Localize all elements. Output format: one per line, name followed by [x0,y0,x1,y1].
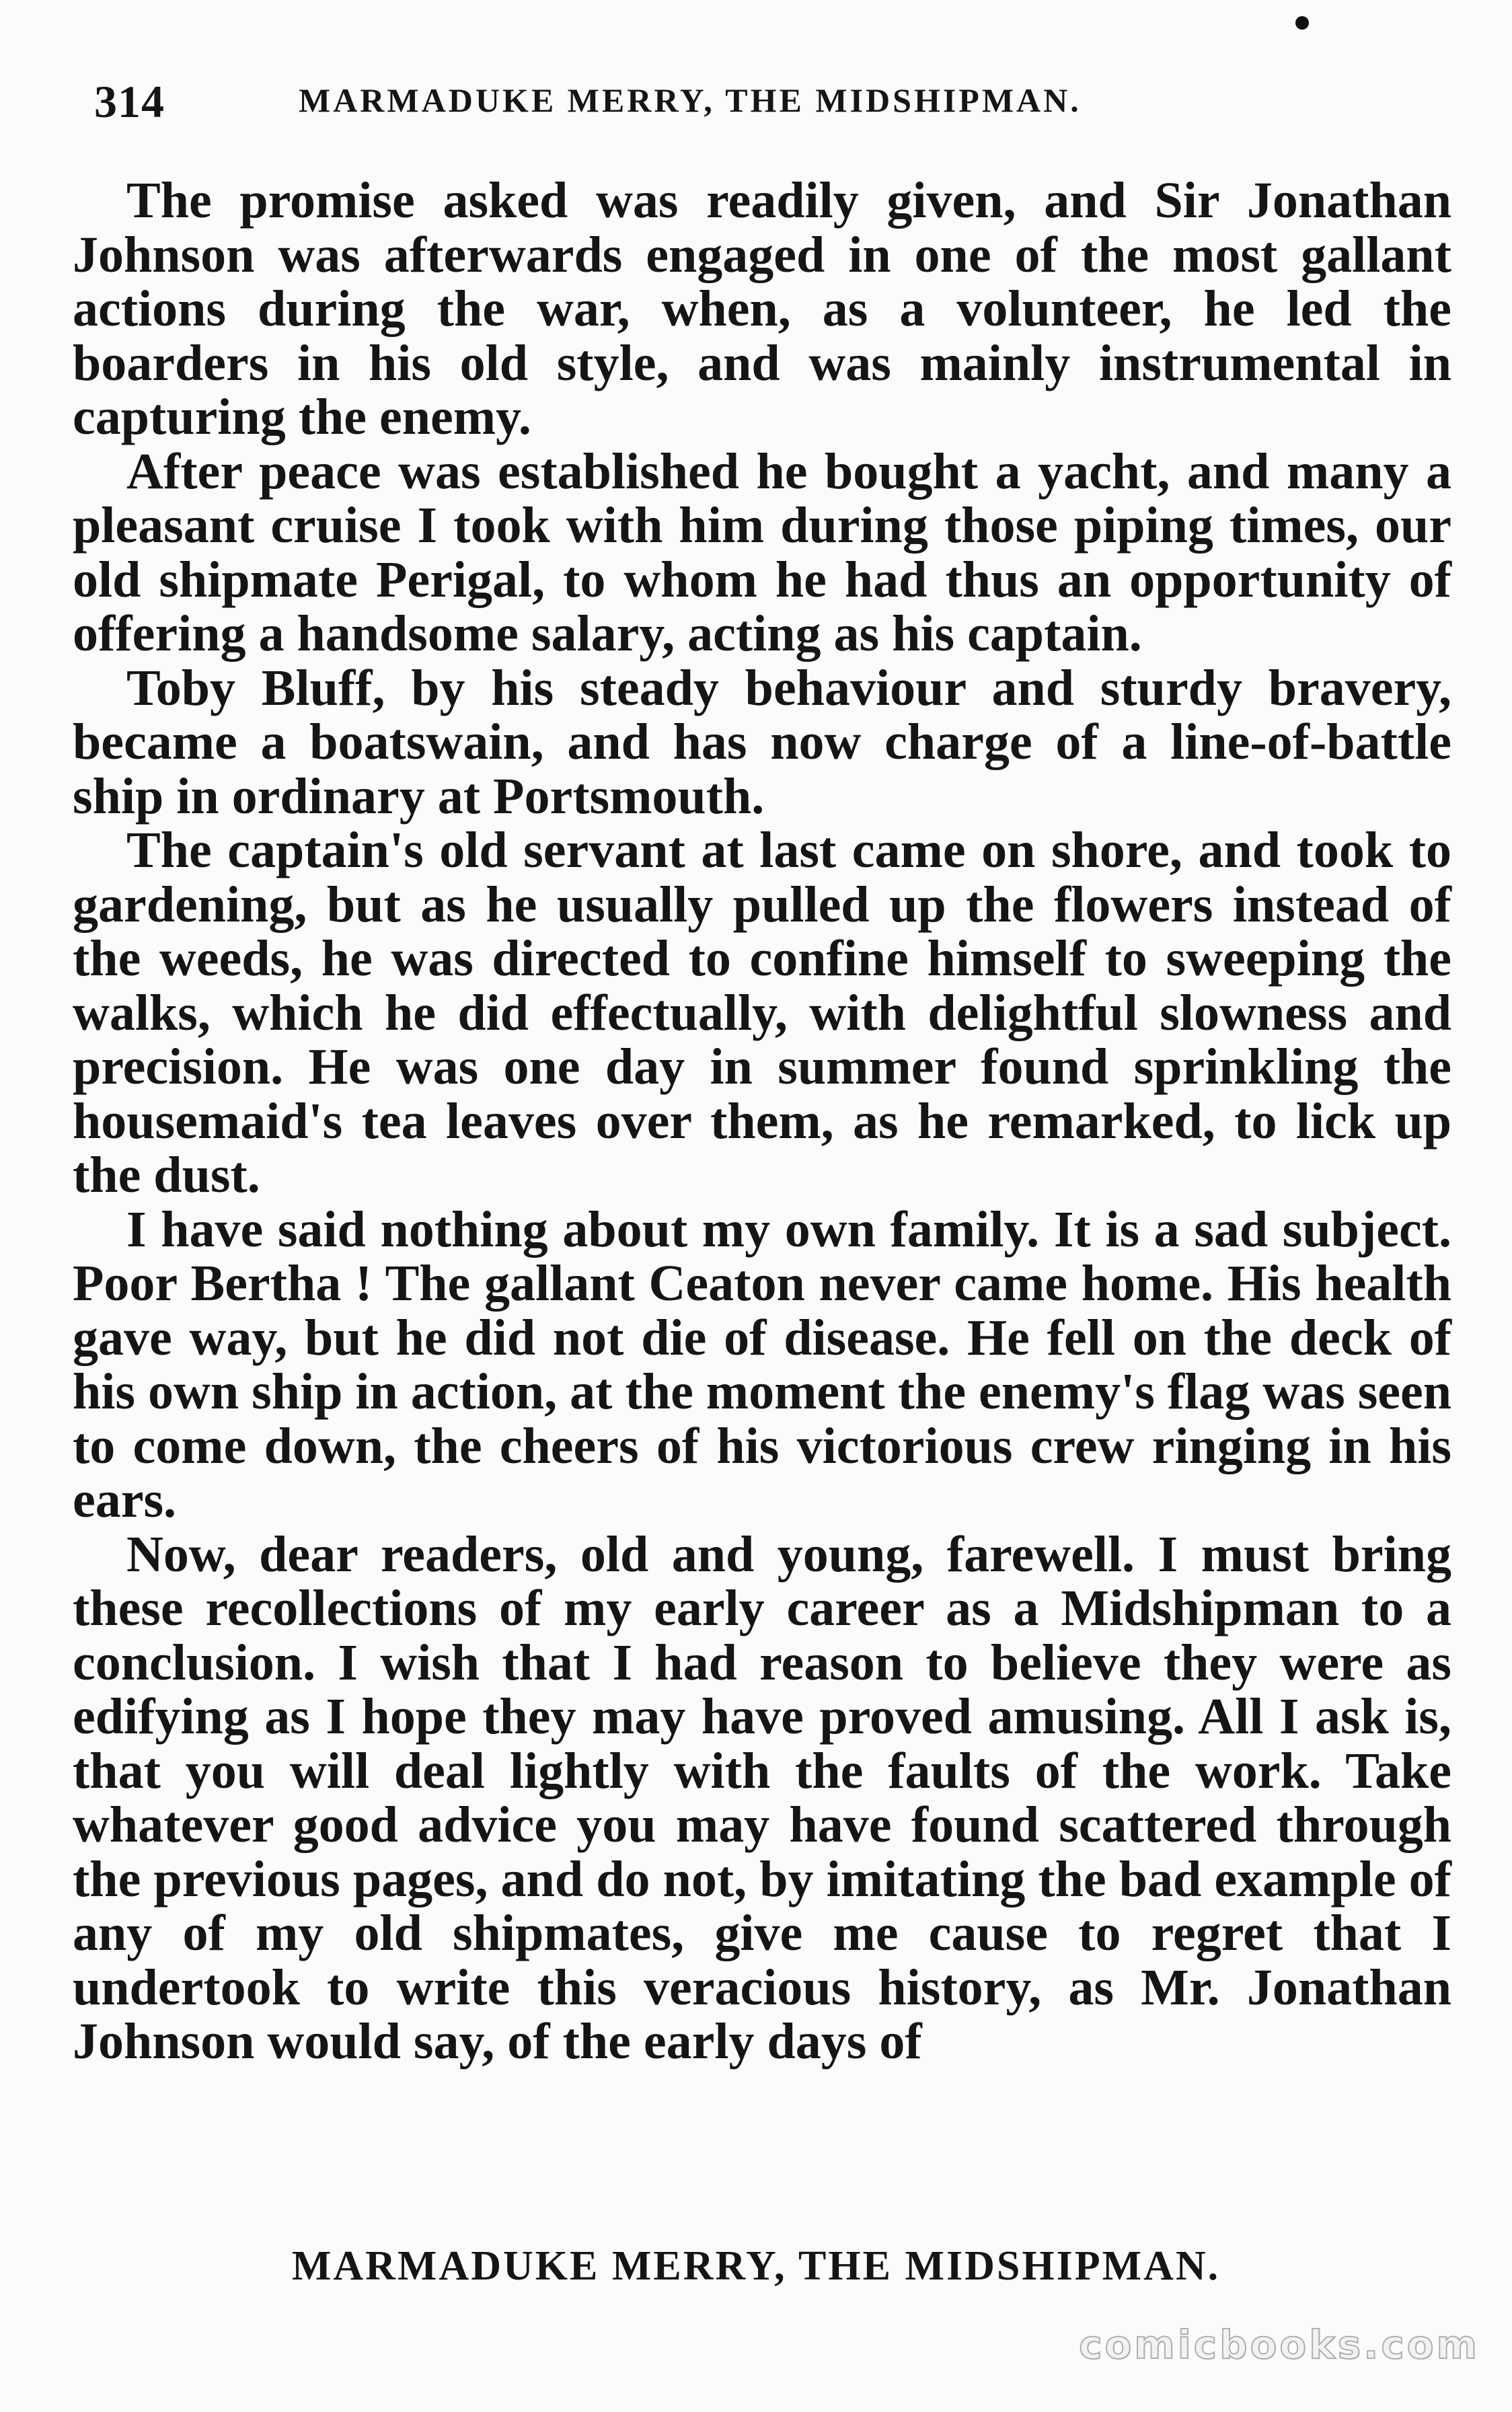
paragraph-1: The promise asked was readily given, and Sir Jonathan Johnson was afterwards engaged in one of the most gallant actions during the war, when, as a volunteer, he led the boarders in his old style, and was mainly instrumental in capturing the enemy. [73,172,1451,445]
paragraph-4: The captain's old servant at last came on shore, and took to gardening, but as he usually pulled up the flowers instead of the weeds, he was directed to confine himself to sweeping the walks, which he did effectually, with delightful slowness and precision. He was one day in summer found sprinkling the housemaid's tea leaves over them, as he remarked, to lick up the dust. [73,822,1451,1203]
running-head: MARMADUKE MERRY, THE MIDSHIPMAN. [299,81,1082,119]
closing-title: MARMADUKE MERRY, THE MIDSHIPMAN. [291,2243,1221,2289]
page-number: 314 [94,76,165,127]
paragraph-5: I have said nothing about my own family. It is a sad subject. Poor Bertha ! The gallant Ceaton never came home. His health gave way, but he did not die of disease. He fell on the deck of his own ship in action, at the moment the enemy's flag was seen to come down, the cheers of his victorious crew ringing in his ears. [73,1201,1451,1528]
paragraph-6: Now, dear readers, old and young, farewell. I must bring these recollections of my early career as a Midshipman to a conclusion. I wish that I had reason to believe they were as edifying as I hope they may have proved amusing. All I ask is, that you will deal lightly with the faults of the work. Take whatever good advice you may have found scattered through the previous pages, and do not, by imitating the bad example of any of my old shipmates, give me cause to regret that I undertook to write this veracious history, as Mr. Jonathan Johnson would say, of the early days of [73,1525,1451,2070]
source-watermark: comicbooks.com [1079,2322,1480,2368]
page-header [94,75,1338,129]
paragraph-3: Toby Bluff, by his steady behaviour and sturdy bravery, became a boatswain, and has now charge of a line-of-battle ship in ordinary at Portsmouth. [73,659,1451,825]
paragraph-2: After peace was established he bought a yacht, and many a pleasant cruise I took with him during those piping times, our old shipmate Perigal, to whom he had thus an opportunity of offering a handsome salary, acting as his captain. [73,443,1451,662]
ink-dot [1295,16,1309,30]
body-text [73,174,1451,2238]
